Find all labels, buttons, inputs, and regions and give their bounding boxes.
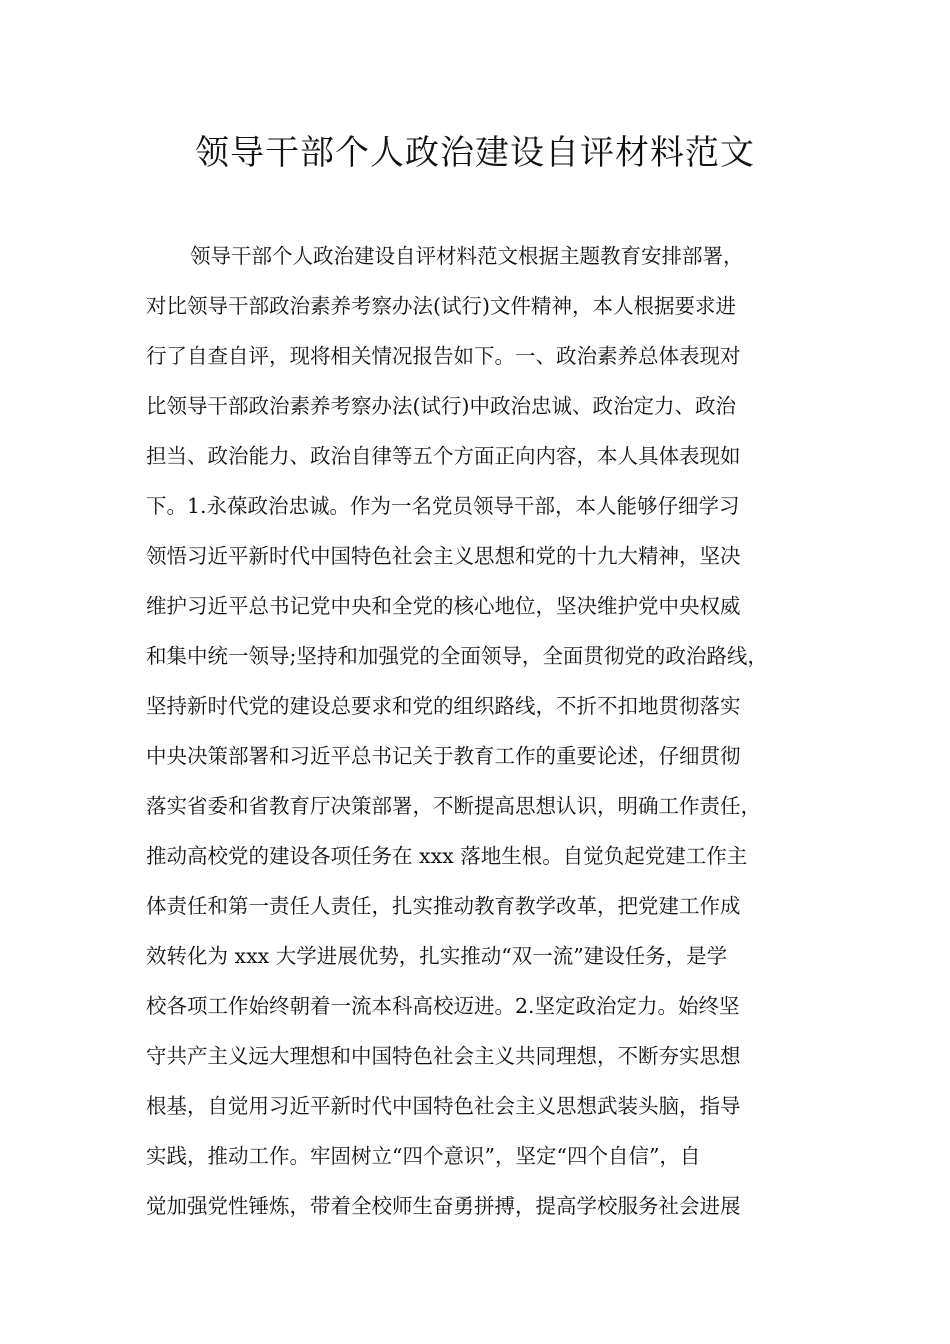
body-line: 体责任和第一责任人责任，扎实推动教育教学改革，把党建工作成 bbox=[146, 894, 741, 918]
body-line: 和集中统一领导;坚持和加强党的全面领导，全面贯彻党的政治路线， bbox=[146, 644, 768, 668]
body-line: 守共产主义远大理想和中国特色社会主义共同理想，不断夯实思想 bbox=[146, 1044, 741, 1068]
body-line: 比领导干部政治素养考察办法(试行)中政治忠诚、政治定力、政治 bbox=[146, 394, 736, 418]
body-line: 推动高校党的建设各项任务在 xxx 落地生根。自觉负起党建工作主 bbox=[146, 844, 748, 868]
body-line: 下。1.永葆政治忠诚。作为一名党员领导干部，本人能够仔细学习 bbox=[146, 494, 740, 518]
document-title: 领导干部个人政治建设自评材料范文 bbox=[195, 133, 755, 173]
body-line: 领悟习近平新时代中国特色社会主义思想和党的十九大精神，坚决 bbox=[146, 544, 741, 568]
body-line: 维护习近平总书记党中央和全党的核心地位，坚决维护党中央权威 bbox=[146, 594, 741, 618]
body-line: 坚持新时代党的建设总要求和党的组织路线，不折不扣地贯彻落实 bbox=[146, 694, 741, 718]
body-line: 领导干部个人政治建设自评材料范文根据主题教育安排部署， bbox=[190, 244, 744, 268]
body-line: 效转化为 xxx 大学进展优势，扎实推动“双一流”建设任务，是学 bbox=[146, 944, 728, 968]
body-line: 担当、政治能力、政治自律等五个方面正向内容，本人具体表现如 bbox=[146, 444, 741, 468]
body-line: 根基，自觉用习近平新时代中国特色社会主义思想武装头脑，指导 bbox=[146, 1094, 741, 1118]
document-body bbox=[146, 231, 826, 1231]
body-line: 中央决策部署和习近平总书记关于教育工作的重要论述，仔细贯彻 bbox=[146, 744, 741, 768]
body-line: 觉加强党性锤炼，带着全校师生奋勇拼搏，提高学校服务社会进展 bbox=[146, 1194, 741, 1218]
body-line: 校各项工作始终朝着一流本科高校迈进。2.坚定政治定力。始终坚 bbox=[146, 994, 740, 1018]
body-line: 实践，推动工作。牢固树立“四个意识”，坚定“四个自信”，自 bbox=[146, 1144, 701, 1168]
body-line: 行了自查自评，现将相关情况报告如下。一、政治素养总体表现对 bbox=[146, 344, 741, 368]
body-line: 落实省委和省教育厅决策部署，不断提高思想认识，明确工作责任， bbox=[146, 794, 761, 818]
body-line: 对比领导干部政治素养考察办法(试行)文件精神，本人根据要求进 bbox=[146, 294, 736, 318]
